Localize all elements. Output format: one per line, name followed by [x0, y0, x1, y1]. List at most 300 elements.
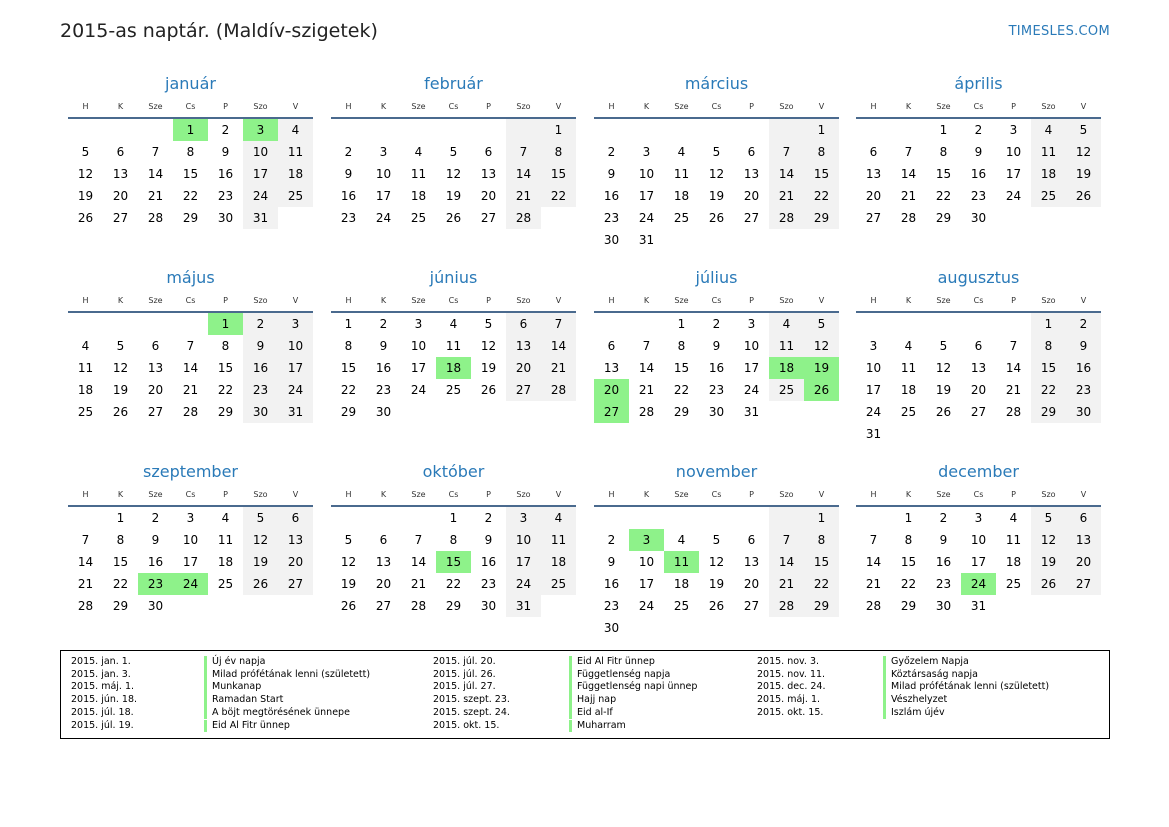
day-cell: 8: [804, 529, 839, 551]
day-cell: 18: [217, 555, 234, 569]
day-cell: 21: [506, 185, 541, 207]
day-cell: 19: [708, 189, 725, 203]
day-cell: 4: [1009, 511, 1018, 525]
day-cell: 18: [278, 163, 313, 185]
day-grid: [856, 313, 1101, 445]
day-cell: 9: [974, 145, 983, 159]
empty-cell: [856, 313, 891, 335]
empty-cell: [996, 595, 1031, 617]
weekday-label: V: [818, 296, 825, 305]
day-cell: 2: [974, 123, 983, 137]
day-cell: 11: [445, 339, 462, 353]
day-cell: 3: [642, 145, 651, 159]
day-cell: 2: [939, 511, 948, 525]
day-cell: 28: [506, 207, 541, 229]
day-cell: 15: [112, 555, 129, 569]
day-cell: 7: [541, 313, 576, 335]
weekday-header: [856, 485, 1101, 507]
legend-date: 2015. jún. 18.: [71, 694, 138, 706]
holiday-legend: [60, 650, 1110, 739]
day-cell: 30: [1066, 401, 1101, 423]
day-cell: 13: [375, 555, 392, 569]
day-cell: 11: [278, 141, 313, 163]
month-name: január: [165, 74, 216, 93]
weekday-label: V: [292, 296, 299, 305]
weekday-label: H: [82, 490, 89, 499]
day-cell: 7: [1009, 339, 1018, 353]
weekday-label: V: [1080, 296, 1087, 305]
day-cell: 27: [112, 211, 129, 225]
month-block: [594, 267, 839, 423]
day-cell: 21: [865, 577, 882, 591]
day-cell: 13: [147, 361, 164, 375]
weekday-label: H: [608, 296, 615, 305]
day-cell: 7: [506, 141, 541, 163]
weekday-label: K: [380, 490, 387, 499]
empty-cell: [891, 313, 926, 335]
day-cell: 18: [673, 189, 690, 203]
month-name: március: [684, 74, 749, 93]
weekday-label: Cs: [448, 490, 459, 499]
day-cell: 11: [1005, 533, 1022, 547]
day-cell: 23: [340, 211, 357, 225]
legend-holiday-name: Munkanap: [204, 681, 261, 694]
day-cell: 17: [375, 189, 392, 203]
day-cell: 3: [506, 507, 541, 529]
day-cell: 20: [147, 383, 164, 397]
weekday-label: H: [870, 102, 877, 111]
empty-cell: [401, 119, 436, 141]
day-cell: 17: [506, 551, 541, 573]
day-cell: 3: [974, 511, 983, 525]
month-name: június: [429, 268, 478, 287]
day-cell: 19: [1066, 163, 1101, 185]
day-cell: 18: [900, 383, 917, 397]
day-cell: 6: [151, 339, 160, 353]
day-cell: 24: [506, 573, 541, 595]
day-cell: 21: [77, 577, 94, 591]
day-cell: 21: [410, 577, 427, 591]
legend-date: 2015. jan. 3.: [71, 668, 131, 680]
day-cell: 8: [344, 339, 353, 353]
day-cell: 4: [904, 339, 913, 353]
weekday-label: Cs: [448, 296, 459, 305]
day-cell: 4: [1031, 119, 1066, 141]
day-cell: 29: [112, 599, 129, 613]
empty-cell: [436, 401, 471, 423]
day-cell: 6: [506, 313, 541, 335]
day-cell: 22: [217, 383, 234, 397]
legend-holiday-name: Vészhelyzet: [883, 694, 947, 707]
month-block: [331, 267, 576, 423]
weekday-label: K: [643, 296, 650, 305]
weekday-label: Cs: [711, 296, 722, 305]
day-cell: 16: [935, 555, 952, 569]
weekday-label: Cs: [185, 102, 196, 111]
weekday-label: P: [223, 102, 228, 111]
weekday-label: H: [345, 102, 352, 111]
weekday-label: V: [555, 490, 562, 499]
day-cell: 1: [1031, 313, 1066, 335]
day-cell: 21: [541, 357, 576, 379]
day-cell: 7: [642, 339, 651, 353]
day-cell: 6: [747, 533, 756, 547]
weekday-label: Sze: [411, 490, 426, 499]
day-cell: 14: [182, 361, 199, 375]
weekday-label: V: [292, 490, 299, 499]
day-cell: 11: [410, 167, 427, 181]
day-cell: 4: [414, 145, 423, 159]
day-cell: 3: [629, 529, 664, 551]
legend-holiday-name: Függetlenség napja: [569, 669, 670, 682]
day-cell: 4: [677, 533, 686, 547]
weekday-label: K: [643, 102, 650, 111]
day-cell: 20: [865, 189, 882, 203]
day-cell: 19: [340, 577, 357, 591]
day-cell: 28: [769, 595, 804, 617]
day-cell: 22: [1031, 379, 1066, 401]
day-cell: 7: [769, 529, 804, 551]
empty-cell: [173, 313, 208, 335]
weekday-label: H: [870, 490, 877, 499]
weekday-label: H: [608, 490, 615, 499]
day-cell: 31: [638, 233, 655, 247]
legend-date: 2015. okt. 15.: [757, 706, 824, 718]
empty-cell: [594, 313, 629, 335]
day-cell: 25: [278, 185, 313, 207]
day-cell: 30: [147, 599, 164, 613]
weekday-label: P: [223, 490, 228, 499]
day-cell: 15: [340, 361, 357, 375]
day-cell: 8: [541, 141, 576, 163]
empty-cell: [278, 207, 313, 229]
weekday-label: Sze: [674, 102, 689, 111]
day-cell: 13: [865, 167, 882, 181]
day-cell: 10: [743, 339, 760, 353]
day-cell: 26: [1066, 185, 1101, 207]
day-cell: 30: [243, 401, 278, 423]
weekday-label: V: [818, 102, 825, 111]
day-cell: 31: [743, 405, 760, 419]
weekday-label: P: [486, 490, 491, 499]
weekday-label: Szo: [1041, 490, 1056, 499]
day-cell: 20: [970, 383, 987, 397]
weekday-header: [68, 97, 313, 119]
weekday-label: H: [608, 102, 615, 111]
weekday-label: K: [905, 490, 912, 499]
month-name: november: [675, 462, 758, 481]
empty-cell: [68, 313, 103, 335]
empty-cell: [103, 119, 138, 141]
day-cell: 28: [638, 405, 655, 419]
day-cell: 31: [970, 599, 987, 613]
day-cell: 12: [77, 167, 94, 181]
weekday-label: Cs: [185, 296, 196, 305]
day-cell: 21: [1005, 383, 1022, 397]
day-cell: 12: [445, 167, 462, 181]
legend-date: 2015. nov. 11.: [757, 668, 826, 680]
day-cell: 22: [541, 185, 576, 207]
day-cell: 27: [506, 379, 541, 401]
day-cell: 4: [81, 339, 90, 353]
day-cell: 30: [970, 211, 987, 225]
day-cell: 23: [1066, 379, 1101, 401]
day-cell: 10: [182, 533, 199, 547]
empty-cell: [471, 401, 506, 423]
empty-cell: [996, 313, 1031, 335]
weekday-header: [68, 291, 313, 313]
day-cell: 30: [603, 233, 620, 247]
legend-date: 2015. máj. 1.: [71, 681, 135, 693]
day-cell: 18: [77, 383, 94, 397]
day-cell: 18: [436, 357, 471, 379]
day-cell: 3: [414, 317, 423, 331]
month-name: február: [424, 74, 483, 93]
weekday-label: Szo: [253, 490, 268, 499]
day-cell: 14: [638, 361, 655, 375]
day-cell: 3: [747, 317, 756, 331]
empty-cell: [278, 595, 313, 617]
day-cell: 31: [506, 595, 541, 617]
day-cell: 7: [904, 145, 913, 159]
day-cell: 15: [436, 551, 471, 573]
weekday-label: K: [380, 296, 387, 305]
day-cell: 16: [243, 357, 278, 379]
day-cell: 22: [804, 185, 839, 207]
day-cell: 23: [935, 577, 952, 591]
day-cell: 10: [865, 361, 882, 375]
day-cell: 11: [77, 361, 94, 375]
day-cell: 15: [182, 167, 199, 181]
day-cell: 16: [1066, 357, 1101, 379]
day-cell: 9: [712, 339, 721, 353]
empty-cell: [366, 507, 401, 529]
day-cell: 1: [344, 317, 353, 331]
day-cell: 27: [278, 573, 313, 595]
day-cell: 14: [77, 555, 94, 569]
weekday-header: [68, 485, 313, 507]
weekday-label: Sze: [936, 296, 951, 305]
empty-cell: [996, 423, 1031, 445]
day-cell: 25: [900, 405, 917, 419]
day-cell: 17: [1005, 167, 1022, 181]
day-cell: 16: [603, 577, 620, 591]
day-cell: 28: [900, 211, 917, 225]
empty-cell: [804, 401, 839, 423]
day-cell: 14: [541, 335, 576, 357]
empty-cell: [769, 401, 804, 423]
weekday-label: P: [749, 296, 754, 305]
day-cell: 28: [1005, 405, 1022, 419]
empty-cell: [769, 507, 804, 529]
empty-cell: [506, 119, 541, 141]
weekday-label: Szo: [779, 102, 794, 111]
day-cell: 14: [1005, 361, 1022, 375]
legend-holiday-name: Milad prófétának lenni (született): [204, 669, 370, 682]
day-cell: 11: [217, 533, 234, 547]
empty-cell: [594, 507, 629, 529]
day-cell: 4: [677, 145, 686, 159]
day-cell: 5: [1031, 507, 1066, 529]
page-title: 2015-as naptár. (Maldív-szigetek): [60, 20, 378, 42]
weekday-label: Szo: [516, 102, 531, 111]
weekday-label: Szo: [779, 296, 794, 305]
day-cell: 21: [182, 383, 199, 397]
day-cell: 7: [869, 533, 878, 547]
legend-holiday-name: Iszlám újév: [883, 707, 945, 720]
empty-cell: [699, 617, 734, 639]
day-cell: 10: [638, 555, 655, 569]
empty-cell: [541, 595, 576, 617]
day-cell: 12: [935, 361, 952, 375]
day-cell: 1: [904, 511, 913, 525]
day-cell: 7: [769, 141, 804, 163]
day-cell: 29: [804, 595, 839, 617]
day-cell: 24: [743, 383, 760, 397]
day-cell: 9: [221, 145, 230, 159]
day-cell: 30: [217, 211, 234, 225]
weekday-label: K: [117, 102, 124, 111]
day-cell: 20: [480, 189, 497, 203]
empty-cell: [331, 119, 366, 141]
day-cell: 18: [673, 577, 690, 591]
day-cell: 23: [603, 211, 620, 225]
day-cell: 24: [865, 405, 882, 419]
day-cell: 13: [480, 167, 497, 181]
weekday-label: Sze: [674, 296, 689, 305]
day-cell: 25: [1031, 185, 1066, 207]
day-cell: 15: [673, 361, 690, 375]
empty-cell: [1066, 423, 1101, 445]
day-cell: 5: [939, 339, 948, 353]
day-cell: 4: [769, 313, 804, 335]
day-cell: 27: [743, 211, 760, 225]
month-block: [856, 267, 1101, 445]
empty-cell: [926, 423, 961, 445]
day-cell: 22: [935, 189, 952, 203]
day-cell: 21: [147, 189, 164, 203]
day-cell: 23: [217, 189, 234, 203]
month-block: [331, 73, 576, 229]
empty-cell: [769, 229, 804, 251]
day-cell: 17: [243, 163, 278, 185]
weekday-label: H: [345, 296, 352, 305]
day-cell: 28: [182, 405, 199, 419]
day-cell: 19: [804, 357, 839, 379]
day-cell: 4: [541, 507, 576, 529]
empty-cell: [103, 313, 138, 335]
empty-cell: [856, 119, 891, 141]
legend-date: 2015. okt. 15.: [433, 719, 500, 731]
day-cell: 4: [449, 317, 458, 331]
day-cell: 29: [340, 405, 357, 419]
empty-cell: [629, 617, 664, 639]
day-cell: 15: [1031, 357, 1066, 379]
day-cell: 5: [484, 317, 493, 331]
day-cell: 1: [449, 511, 458, 525]
day-cell: 10: [410, 339, 427, 353]
day-cell: 1: [677, 317, 686, 331]
weekday-label: P: [749, 102, 754, 111]
day-cell: 20: [594, 379, 629, 401]
day-cell: 18: [541, 551, 576, 573]
legend-holiday-name: Ramadan Start: [204, 694, 283, 707]
weekday-label: Sze: [411, 296, 426, 305]
legend-date: 2015. júl. 20.: [433, 656, 496, 667]
day-cell: 2: [243, 313, 278, 335]
empty-cell: [1031, 595, 1066, 617]
day-cell: 20: [743, 577, 760, 591]
day-cell: 14: [769, 551, 804, 573]
day-cell: 19: [480, 361, 497, 375]
day-cell: 27: [743, 599, 760, 613]
weekday-label: K: [905, 296, 912, 305]
day-cell: 15: [935, 167, 952, 181]
weekday-header: [594, 291, 839, 313]
weekday-header: [331, 97, 576, 119]
weekday-label: V: [818, 490, 825, 499]
day-cell: 2: [151, 511, 160, 525]
day-cell: 31: [278, 401, 313, 423]
weekday-label: H: [82, 102, 89, 111]
empty-cell: [629, 507, 664, 529]
day-cell: 20: [506, 357, 541, 379]
day-cell: 31: [243, 207, 278, 229]
weekday-label: Szo: [779, 490, 794, 499]
day-grid: [331, 119, 576, 229]
weekday-label: Cs: [711, 102, 722, 111]
day-cell: 26: [708, 599, 725, 613]
day-cell: 24: [410, 383, 427, 397]
brand-link[interactable]: TIMESLES.COM: [1008, 24, 1110, 39]
day-cell: 29: [445, 599, 462, 613]
empty-cell: [1031, 207, 1066, 229]
empty-cell: [699, 507, 734, 529]
month-name: augusztus: [937, 268, 1020, 287]
month-name: szeptember: [142, 462, 238, 481]
month-block: [594, 461, 839, 639]
day-cell: 23: [970, 189, 987, 203]
day-cell: 10: [970, 533, 987, 547]
day-cell: 23: [138, 573, 173, 595]
day-cell: 18: [1005, 555, 1022, 569]
day-cell: 24: [961, 573, 996, 595]
weekday-label: Sze: [411, 102, 426, 111]
day-cell: 24: [278, 379, 313, 401]
day-cell: 5: [449, 145, 458, 159]
day-cell: 25: [445, 383, 462, 397]
day-cell: 22: [182, 189, 199, 203]
day-cell: 2: [1066, 313, 1101, 335]
empty-cell: [961, 423, 996, 445]
day-cell: 1: [541, 119, 576, 141]
day-cell: 26: [935, 405, 952, 419]
day-cell: 6: [116, 145, 125, 159]
weekday-label: Sze: [936, 490, 951, 499]
day-grid: [68, 119, 313, 229]
weekday-label: Sze: [148, 102, 163, 111]
month-block: [331, 461, 576, 617]
weekday-label: K: [380, 102, 387, 111]
day-cell: 12: [243, 529, 278, 551]
day-cell: 8: [221, 339, 230, 353]
day-cell: 3: [186, 511, 195, 525]
day-cell: 12: [708, 555, 725, 569]
day-cell: 23: [708, 383, 725, 397]
day-cell: 25: [1005, 577, 1022, 591]
empty-cell: [138, 313, 173, 335]
day-cell: 27: [1066, 573, 1101, 595]
